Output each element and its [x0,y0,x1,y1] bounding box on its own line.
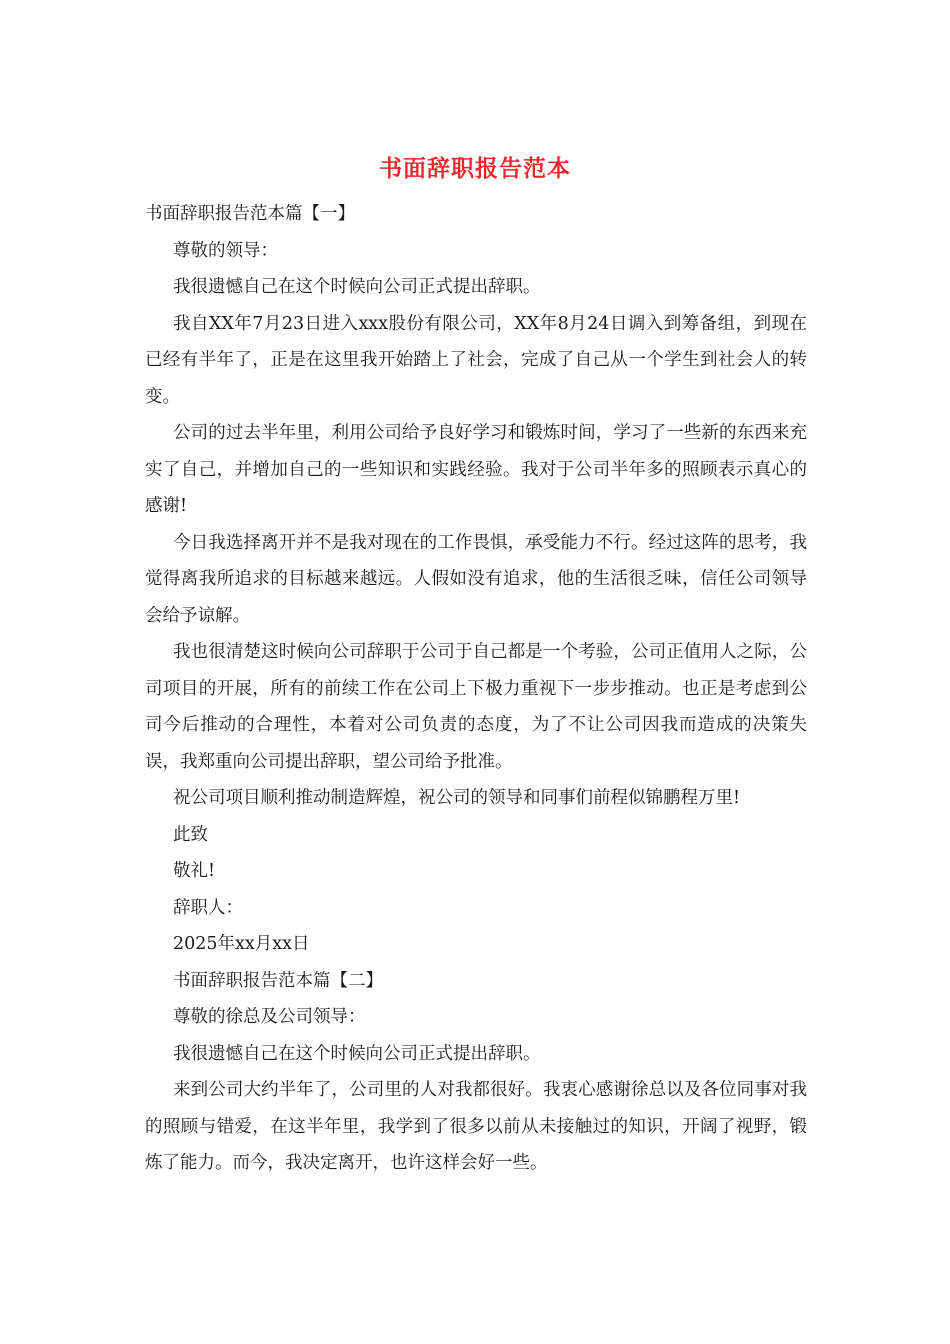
document-title: 书面辞职报告范本 [379,155,571,182]
salutation: 尊敬的领导： [173,240,278,261]
section-heading-2: 书面辞职报告范本篇【二】 [173,970,383,991]
paragraph: 我也很清楚这时候向公司辞职于公司于自己都是一个考验，公司正值用人之际，公司项目的开展，所有的前续工作在公司上下极力重视下一步步推动。也正是考虑到公司今后推动的合理性，本着对公司负责的态度，为了不让公司因我而造成的决策失误，我郑重向公司提出辞职，望公司给予批准。 [145,642,807,772]
closing-line: 此致 [173,824,208,845]
document-body [145,196,807,1182]
salutation: 尊敬的徐总及公司领导： [173,1007,366,1027]
paragraph: 我很遗憾自己在这个时候向公司正式提出辞职。 [173,277,541,297]
closing-line: 敬礼! [173,861,216,881]
paragraph: 祝公司项目顺利推动制造辉煌，祝公司的领导和同事们前程似锦鹏程万里! [173,788,741,808]
signature-label: 辞职人： [173,897,243,918]
paragraph: 今日我选择离开并不是我对现在的工作畏惧，承受能力不行。经过这阵的思考，我觉得离我所追求的目标越来越远。人假如没有追求，他的生活很乏味，信任公司领导会给予谅解。 [145,532,807,626]
paragraph: 我自XX年7月23日进入xxx股份有限公司，XX年8月24日调入到筹备组，到现在已经有半年了，正是在这里我开始踏上了社会，完成了自己从一个学生到社会人的转变。 [145,313,807,407]
section-heading-1: 书面辞职报告范本篇【一】 [145,204,355,224]
paragraph: 公司的过去半年里，利用公司给予良好学习和锻炼时间，学习了一些新的东西来充实了自己，并增加自己的一些知识和实践经验。我对于公司半年多的照顾表示真心的感谢! [145,423,807,516]
paragraph: 我很遗憾自己在这个时候向公司正式提出辞职。 [173,1043,541,1064]
paragraph: 来到公司大约半年了，公司里的人对我都很好。我衷心感谢徐总以及各位同事对我的照顾与错爱，在这半年里，我学到了很多以前从未接触过的知识，开阔了视野，锻炼了能力。而今，我决定离开，也许这样会好一些。 [145,1080,807,1173]
date-line: 2025年xx月xx日 [173,934,310,954]
